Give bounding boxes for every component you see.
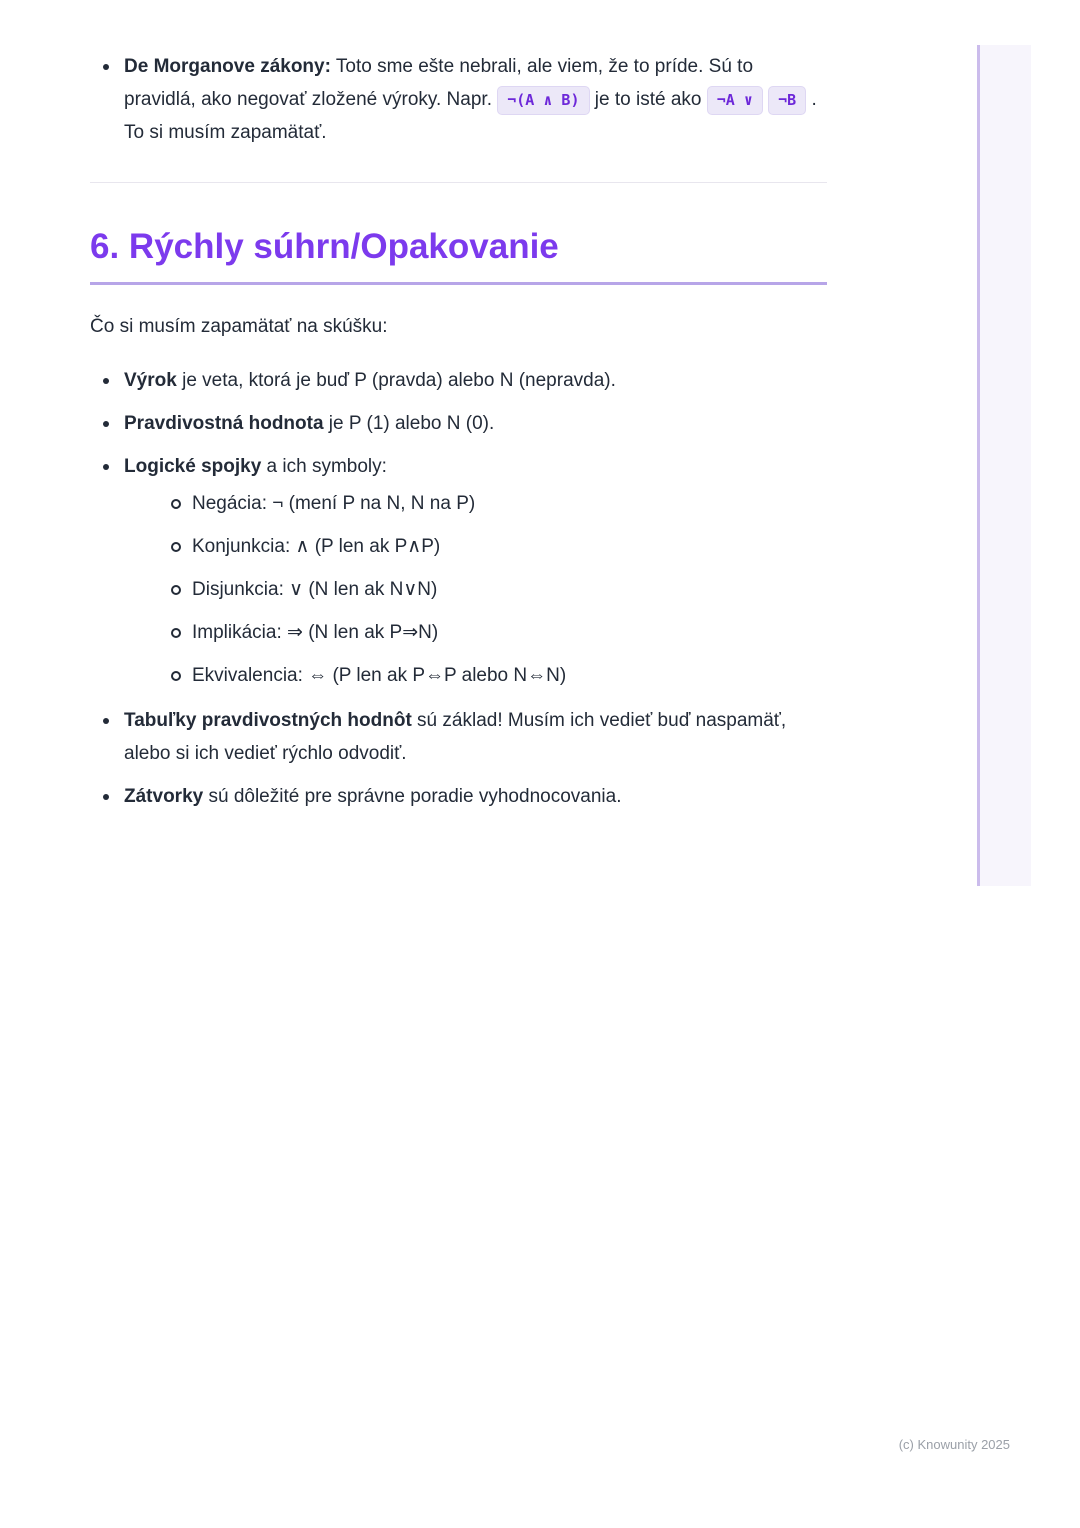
- bullet-icon: [103, 421, 109, 427]
- term-zatvorky: Zátvorky: [124, 786, 204, 807]
- circle-icon: [171, 628, 181, 638]
- text-zatvorky: sú dôležité pre správne poradie vyhodnocovania.: [203, 786, 622, 807]
- section-heading: 6. Rýchly súhrn/Opakovanie: [90, 225, 827, 285]
- bullet-icon: [103, 64, 109, 70]
- term-spojky: Logické spojky: [124, 456, 262, 477]
- bullet-icon: [103, 718, 109, 724]
- connectives-list: [158, 487, 827, 692]
- list-item-ekvivalencia: [158, 659, 827, 692]
- list-item-zatvorky: [90, 780, 827, 813]
- circle-icon: [171, 671, 181, 681]
- list-item-vyrok: [90, 364, 827, 397]
- text-spojky: a ich symboly:: [261, 456, 387, 477]
- text-konjunkcia: Konjunkcia: ∧ (P len ak P∧P): [192, 536, 441, 557]
- code-chip-3: ¬B: [768, 86, 806, 115]
- section-divider: [90, 182, 827, 183]
- bullet-icon: [103, 464, 109, 470]
- summary-list: [90, 364, 827, 813]
- list-item-negacia: [158, 487, 827, 520]
- list-item-hodnota: [90, 407, 827, 440]
- intro-text-1: Toto sme ešte nebrali, ale viem, že to príde. Sú to pravidlá, ako negovať zložené výroky. Napr.: [124, 56, 754, 110]
- text-negacia: Negácia: ¬ (mení P na N, N na P): [192, 493, 476, 514]
- term-hodnota: Pravdivostná hodnota: [124, 413, 324, 434]
- list-item-tabulky: [90, 704, 827, 770]
- intro-list: [90, 50, 827, 149]
- bullet-icon: [103, 378, 109, 384]
- code-chip-1: ¬(A ∧ B): [497, 86, 589, 115]
- list-item-disjunkcia: [158, 573, 827, 606]
- list-item-de-morgan: [90, 50, 827, 149]
- circle-icon: [171, 499, 181, 509]
- list-item-spojky: [90, 450, 827, 692]
- section-intro: Čo si musím zapamätať na skúšku:: [90, 316, 388, 337]
- code-chip-2: ¬A ∨: [707, 86, 763, 115]
- text-tabulky: sú základ! Musím ich vedieť buď naspamäť, alebo si ich vedieť rýchlo odvodiť.: [124, 710, 787, 764]
- list-item-konjunkcia: [158, 530, 827, 563]
- text-vyrok: je veta, ktorá je buď P (pravda) alebo N (nepravda).: [176, 370, 616, 391]
- intro-text-2: je to isté ako: [589, 89, 707, 110]
- intro-text-3: . To si musím zapamätať.: [124, 89, 817, 143]
- circle-icon: [171, 542, 181, 552]
- term-de-morgan: De Morganove zákony:: [124, 56, 331, 77]
- bullet-icon: [103, 794, 109, 800]
- text-hodnota: je P (1) alebo N (0).: [323, 413, 495, 434]
- footer-copyright: (c) Knowunity 2025: [898, 1437, 1010, 1452]
- list-item-implikacia: [158, 616, 827, 649]
- side-panel: [977, 45, 1031, 886]
- circle-icon: [171, 585, 181, 595]
- term-tabulky: Tabuľky pravdivostných hodnôt: [124, 710, 412, 731]
- term-vyrok: Výrok: [124, 370, 177, 391]
- text-disjunkcia: Disjunkcia: ∨ (N len ak N∨N): [192, 579, 438, 600]
- content-column: [90, 50, 827, 813]
- text-implikacia: Implikácia: ⇒ (N len ak P⇒N): [192, 622, 439, 643]
- text-ekvivalencia: Ekvivalencia: ⇔ (P len ak P⇔P alebo N⇔N): [192, 665, 567, 686]
